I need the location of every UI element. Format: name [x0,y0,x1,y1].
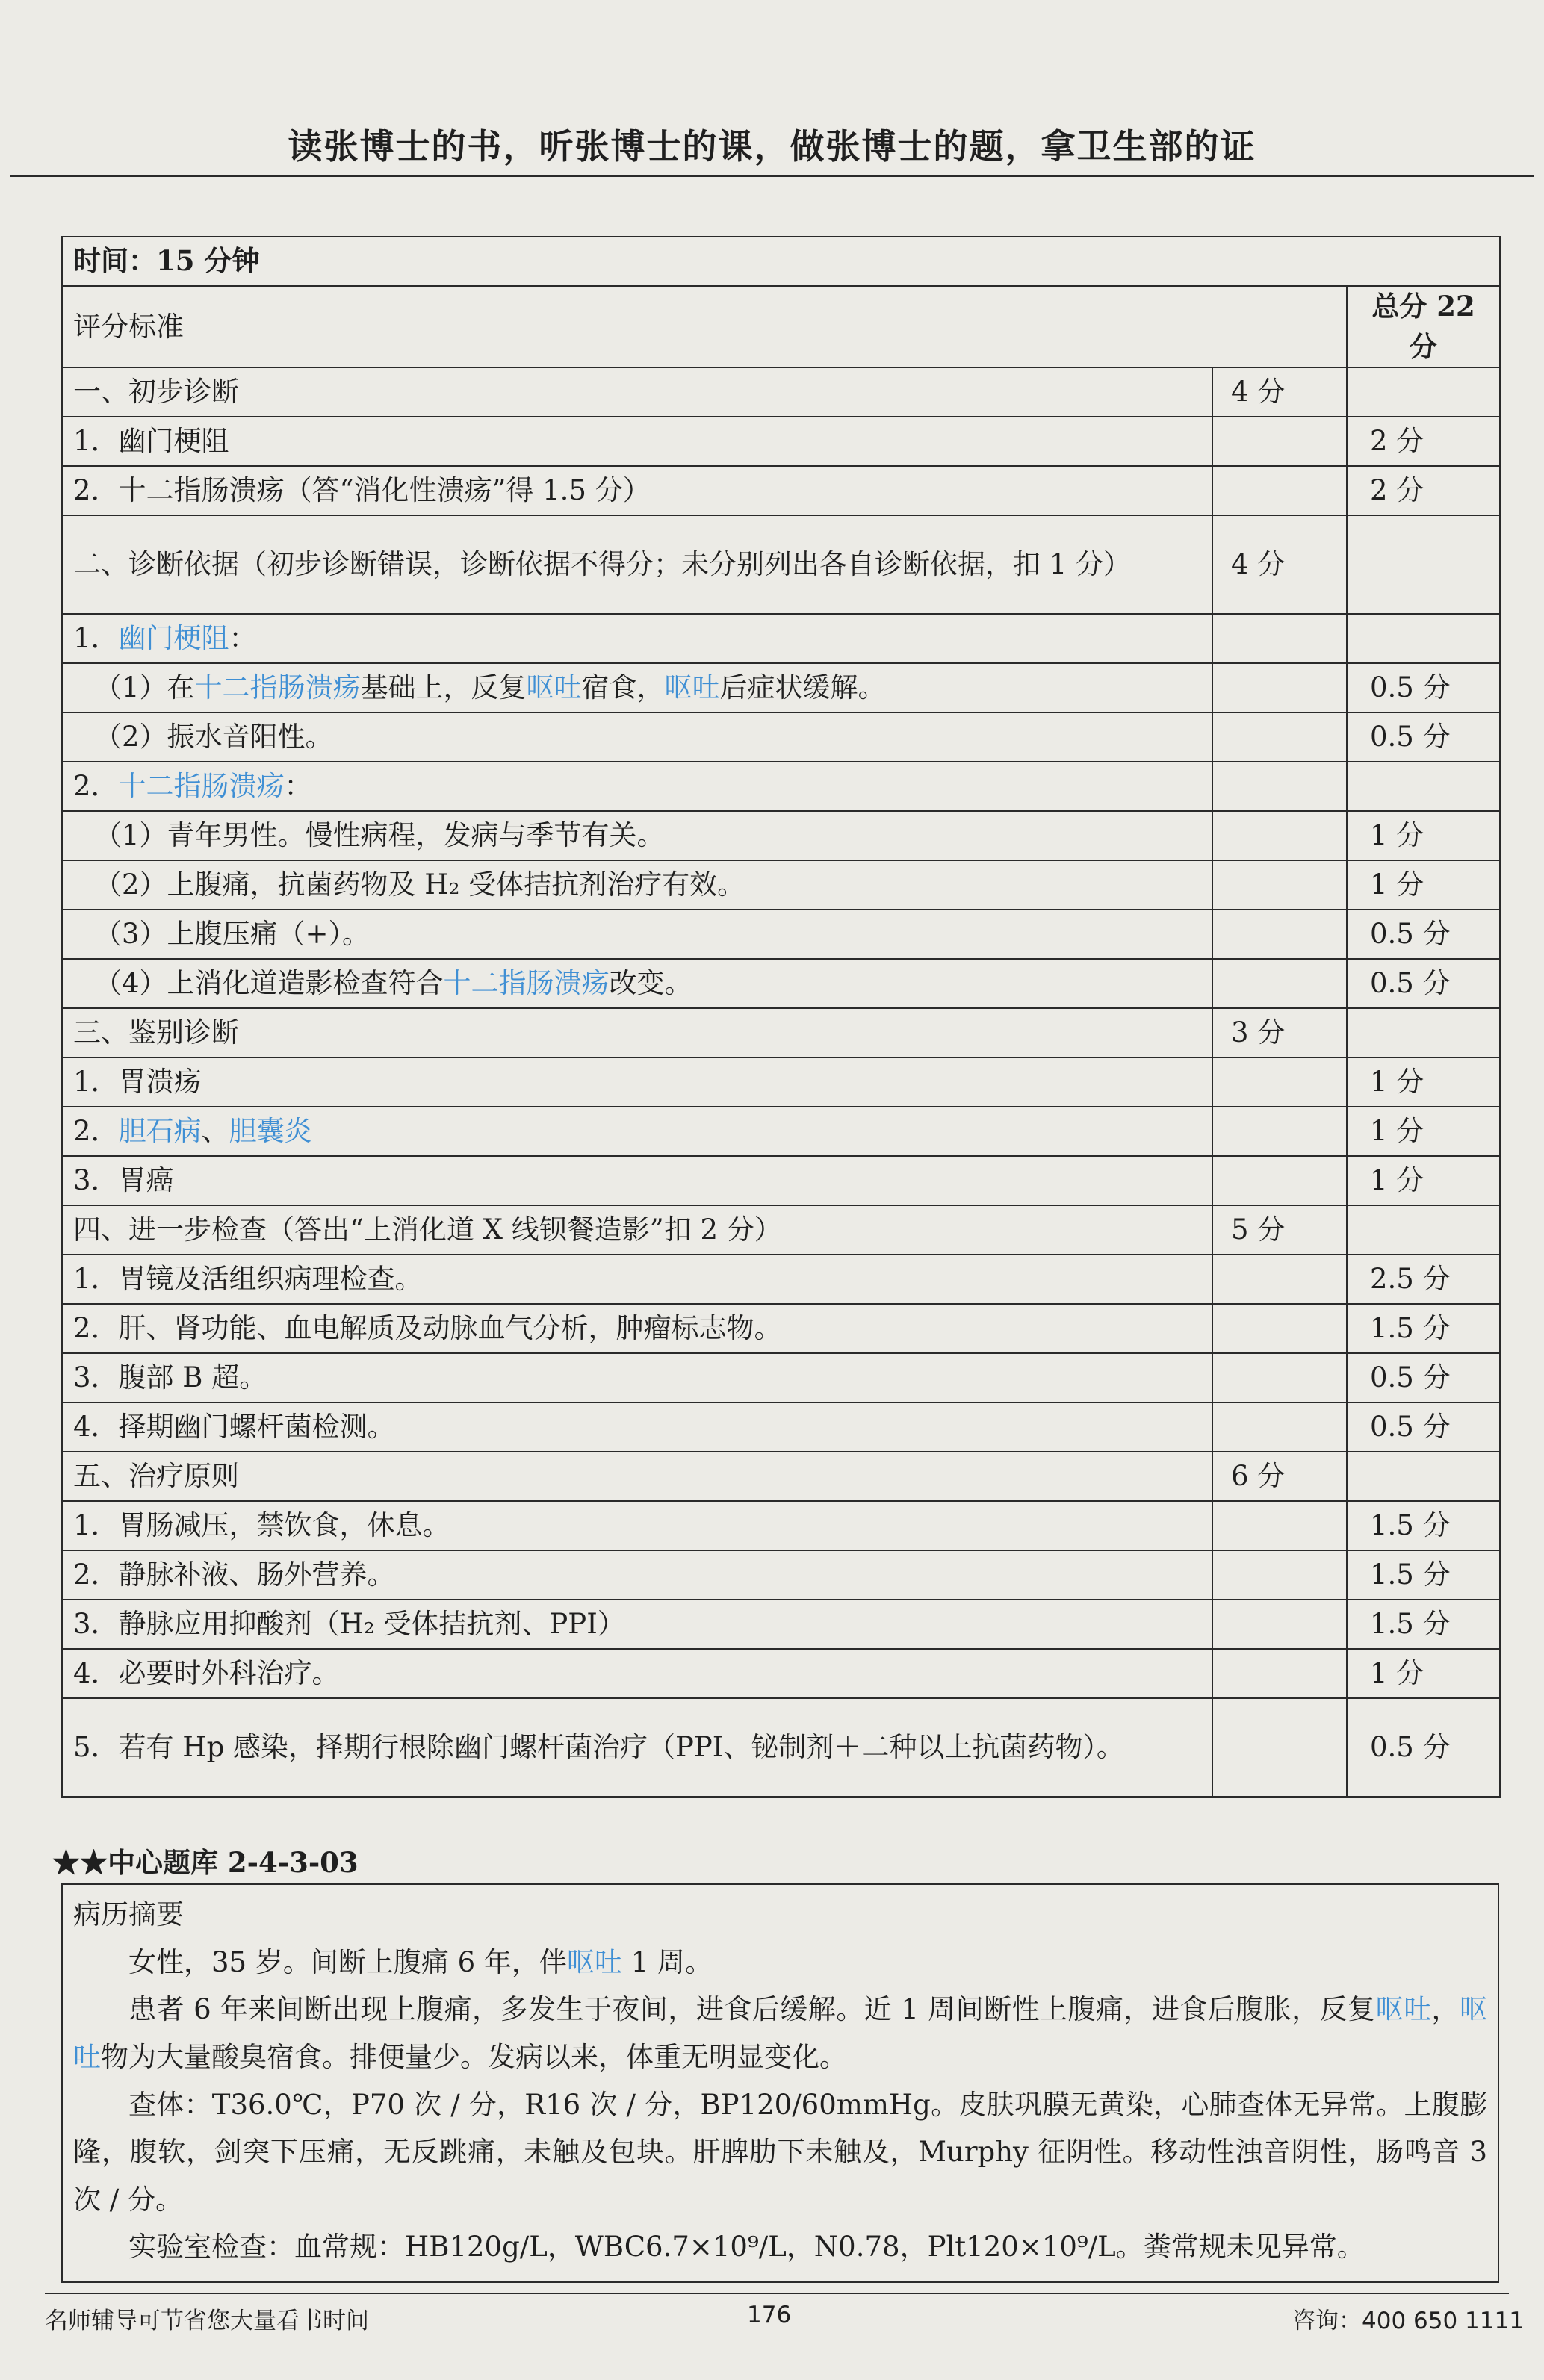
criterion-text: 1．胃溃疡 [62,1057,1212,1107]
criterion-text: （2）振水音阳性。 [62,712,1212,762]
item-row [62,762,1500,811]
section-score [1212,959,1347,1008]
standard-label: 评分标准 [62,286,1347,367]
item-row [62,1353,1500,1402]
item-score [1347,1205,1500,1255]
item-row [62,712,1500,762]
item-row [62,1698,1500,1797]
text-run: （4）上消化道造影检查符合 [94,967,444,1000]
item-row [62,811,1500,860]
highlighted-term: 十二指肠溃疡 [118,770,285,803]
item-row [62,663,1500,712]
item-row [62,910,1500,959]
criterion-text: 3．静脉应用抑酸剂（H₂ 受体拮抗剂、PPI） [62,1600,1212,1649]
item-score: 1.5 分 [1347,1304,1500,1353]
criterion-text: （3）上腹压痛（+）。 [62,910,1212,959]
section-score [1212,1698,1347,1797]
section-score: 3 分 [1212,1008,1347,1057]
text-run: 女性，35 岁。间断上腹痛 6 年，伴 [128,1945,567,1978]
section-score [1212,417,1347,466]
text-run: ， [1431,1993,1460,2026]
item-score: 1 分 [1347,860,1500,910]
section-score [1212,1649,1347,1698]
item-score [1347,367,1500,417]
section-score [1212,1600,1347,1649]
section-row [62,1452,1500,1501]
highlighted-term: 呕吐 [73,1993,1488,2073]
page-number: 176 [747,2302,792,2328]
section-score [1212,1550,1347,1600]
criterion-text: 1．胃镜及活组织病理检查。 [62,1255,1212,1304]
text-run: 实验室检查：血常规：HB120g/L，WBC6.7×10⁹/L，N0.78，Plt120×10⁹/L。粪常规未见异常。 [128,2231,1365,2264]
item-score: 2 分 [1347,417,1500,466]
scoring-table [61,236,1501,1798]
text-run: 物为大量酸臭宿食。排便量少。发病以来，体重无明显变化。 [101,2040,847,2073]
criterion-text: 五、治疗原则 [62,1452,1212,1501]
text-run: 查体：T36.0℃，P70 次 / 分，R16 次 / 分，BP120/60mmHg。皮肤巩膜无黄染，心肺查体无异常。上腹膨隆，腹软，剑突下压痛，无反跳痛，未触及包块。肝脾肋下未触及，Murphy 征阴性。移动性浊音阴性，肠鸣音 3 次 / 分。 [73,2088,1487,2216]
page-header: 读张博士的书，听张博士的课，做张博士的题，拿卫生部的证 [288,126,1256,167]
section-score [1212,762,1347,811]
item-score [1347,1452,1500,1501]
section-score [1212,1057,1347,1107]
item-row [62,1649,1500,1698]
text-run: ： [284,770,312,803]
criterion-text: 3．胃癌 [62,1156,1212,1205]
item-score: 1 分 [1347,1107,1500,1156]
criterion-text: （2）上腹痛，抗菌药物及 H₂ 受体拮抗剂治疗有效。 [62,860,1212,910]
item-score: 1.5 分 [1347,1550,1500,1600]
highlighted-term: 胆囊炎 [229,1115,312,1148]
item-row [62,1304,1500,1353]
section-score: 5 分 [1212,1205,1347,1255]
time-row [62,237,1500,286]
criterion-text [62,663,1212,712]
item-row [62,1057,1500,1107]
section-score [1212,910,1347,959]
case-paragraph [73,1986,1487,2081]
case-paragraph [73,2081,1487,2224]
item-score: 1 分 [1347,1649,1500,1698]
criterion-text [62,762,1212,811]
item-score: 1 分 [1347,811,1500,860]
item-score: 0.5 分 [1347,959,1500,1008]
item-row [62,1550,1500,1600]
item-score: 2.5 分 [1347,1255,1500,1304]
case-cell [62,1884,1498,2282]
criterion-text [62,959,1212,1008]
time-label: 时间：15 分钟 [62,237,1500,286]
section-score: 4 分 [1212,367,1347,417]
text-run: 1． [73,622,119,655]
standard-row [62,286,1500,367]
section-score [1212,614,1347,663]
criterion-text: 二、诊断依据（初步诊断错误，诊断依据不得分；未分别列出各自诊断依据，扣 1 分） [62,515,1212,614]
section-row [62,1008,1500,1057]
case-heading: 病历摘要 [73,1898,184,1930]
highlighted-term: 十二指肠溃疡 [194,671,361,704]
header-rule [10,175,1534,177]
item-row [62,860,1500,910]
section-score [1212,1304,1347,1353]
item-row [62,614,1500,663]
item-row [62,466,1500,515]
footer-left: 名师辅导可节省您大量看书时间 [45,2308,369,2334]
item-score: 1 分 [1347,1156,1500,1205]
criterion-text [62,1107,1212,1156]
item-score: 1.5 分 [1347,1501,1500,1550]
item-row [62,1402,1500,1452]
criterion-text: 一、初步诊断 [62,367,1212,417]
text-run: 、 [201,1115,229,1148]
criterion-text [62,614,1212,663]
item-score [1347,515,1500,614]
item-score [1347,614,1500,663]
item-row [62,1600,1500,1649]
item-score: 1 分 [1347,1057,1500,1107]
criterion-text: 3．腹部 B 超。 [62,1353,1212,1402]
criterion-text: 2．静脉补液、肠外营养。 [62,1550,1212,1600]
criterion-text: 2．十二指肠溃疡（答“消化性溃疡”得 1.5 分） [62,466,1212,515]
section-score [1212,712,1347,762]
criterion-text: 1．幽门梗阻 [62,417,1212,466]
footer-contact: 咨询：400 650 1111 [1292,2308,1524,2334]
criterion-text: 2．肝、肾功能、血电解质及动脉血气分析，肿瘤标志物。 [62,1304,1212,1353]
section-score [1212,811,1347,860]
footer-rule [45,2293,1509,2294]
text-run: 2． [73,1115,119,1148]
section-score [1212,860,1347,910]
item-score [1347,762,1500,811]
section-score [1212,1107,1347,1156]
item-score: 2 分 [1347,466,1500,515]
section-score [1212,1255,1347,1304]
item-score: 0.5 分 [1347,910,1500,959]
text-run: 患者 6 年来间断出现上腹痛，多发生于夜间，进食后缓解。近 1 周间断性上腹痛，进食后腹胀，反复 [128,1993,1376,2026]
text-run: ： [229,622,257,655]
criterion-text: （1）青年男性。慢性病程，发病与季节有关。 [62,811,1212,860]
section-row [62,367,1500,417]
text-run: 宿食， [581,671,665,704]
criterion-text: 四、进一步检查（答出“上消化道 X 线钡餐造影”扣 2 分） [62,1205,1212,1255]
section-score [1212,1156,1347,1205]
highlighted-term: 十二指肠溃疡 [443,967,610,1000]
total-score: 总分 22 分 [1347,286,1500,367]
case-box [61,1883,1499,2283]
criterion-text: 三、鉴别诊断 [62,1008,1212,1057]
text-run: 后症状缓解。 [719,671,886,704]
criterion-text: 4．择期幽门螺杆菌检测。 [62,1402,1212,1452]
section-score: 4 分 [1212,515,1347,614]
highlighted-term: 呕吐 [664,671,720,704]
case-paragraph [73,2223,1487,2271]
section-score [1212,1402,1347,1452]
section-title: ★★中心题库 2-4-3-03 [52,1846,359,1879]
item-score: 0.5 分 [1347,1353,1500,1402]
text-run: 基础上，反复 [360,671,527,704]
highlighted-term: 幽门梗阻 [118,622,229,655]
criterion-text: 5．若有 Hp 感染，择期行根除幽门螺杆菌治疗（PPI、铋制剂＋二种以上抗菌药物）。 [62,1698,1212,1797]
item-row [62,1156,1500,1205]
section-row [62,1205,1500,1255]
criterion-text: 4．必要时外科治疗。 [62,1649,1212,1698]
text-run: 2． [73,770,119,803]
section-score: 6 分 [1212,1452,1347,1501]
item-score [1347,1008,1500,1057]
item-score: 0.5 分 [1347,1402,1500,1452]
item-score: 0.5 分 [1347,663,1500,712]
item-row [62,1255,1500,1304]
item-score: 1.5 分 [1347,1600,1500,1649]
criterion-text: 1．胃肠减压，禁饮食，休息。 [62,1501,1212,1550]
section-row [62,515,1500,614]
item-row [62,417,1500,466]
highlighted-term: 呕吐 [1375,1993,1432,2026]
item-row [62,1107,1500,1156]
section-score [1212,1501,1347,1550]
section-score [1212,466,1347,515]
highlighted-term: 呕吐 [566,1945,622,1978]
highlighted-term: 呕吐 [526,671,582,704]
case-paragraph [73,1939,1487,1986]
item-score: 0.5 分 [1347,1698,1500,1797]
item-row [62,1501,1500,1550]
item-score: 0.5 分 [1347,712,1500,762]
section-score [1212,663,1347,712]
text-run: 改变。 [609,967,692,1000]
highlighted-term: 胆石病 [118,1115,202,1148]
section-score [1212,1353,1347,1402]
text-run: 1 周。 [621,1945,713,1978]
case-paragraphs [73,1939,1487,2271]
text-run: （1）在 [94,671,195,704]
item-row [62,959,1500,1008]
